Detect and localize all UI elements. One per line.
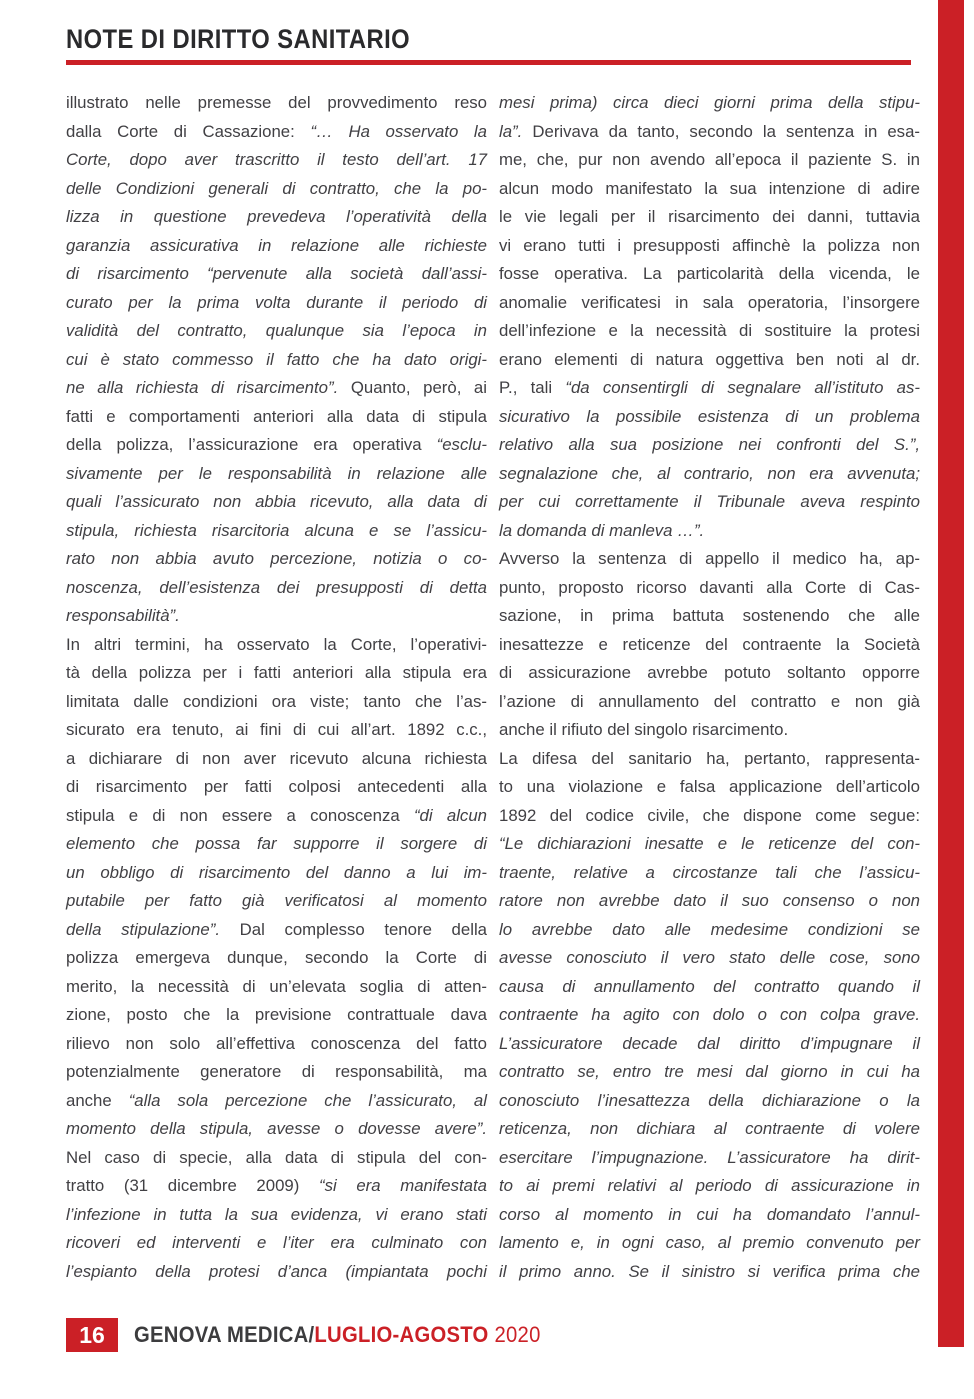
text-line bbox=[499, 203, 920, 232]
quoted-italic-text: ne alla richiesta di risarcimento”. bbox=[66, 378, 339, 397]
text-line bbox=[499, 688, 920, 717]
text-line bbox=[499, 146, 920, 175]
text-line bbox=[66, 916, 487, 945]
text-line bbox=[66, 802, 487, 831]
text-line bbox=[499, 631, 920, 660]
quoted-italic-text: di risarcimento “pervenute alla società dall’assi- bbox=[66, 264, 487, 283]
quoted-italic-text: curato per la prima volta durante il periodo di bbox=[66, 292, 487, 312]
body-text: inesattezze e reticenze del contraente la Società bbox=[499, 634, 920, 654]
body-text: In altri termini, ha osservato la Corte, l’operativi- bbox=[66, 634, 487, 654]
body-text: zione, posto che la previsione contrattuale dava bbox=[66, 1005, 487, 1024]
text-line bbox=[499, 89, 920, 118]
body-text: erano elementi di natura oggettiva ben noti al dr. bbox=[499, 349, 920, 369]
text-line bbox=[66, 659, 487, 688]
quoted-italic-text: momento della stipula, avesse o dovesse avere”. bbox=[66, 1119, 487, 1138]
text-line bbox=[499, 1115, 920, 1144]
text-line bbox=[499, 374, 920, 403]
quoted-italic-text: reticenza, non dichiara al contraente di volere bbox=[499, 1119, 920, 1138]
body-text: di assicurazione avrebbe potuto soltanto opporre bbox=[499, 663, 920, 682]
text-line bbox=[499, 830, 920, 859]
body-text: polizza emergeva dunque, secondo la Corte di bbox=[66, 948, 487, 967]
quoted-italic-text: elemento che possa far supporre il sorgere di bbox=[66, 834, 487, 853]
text-line bbox=[66, 146, 487, 175]
quoted-italic-text: garanzia assicurativa in relazione alle richieste bbox=[66, 235, 487, 255]
text-line bbox=[499, 517, 920, 546]
text-line bbox=[499, 773, 920, 802]
quoted-italic-text: conosciuto l’inesattezza della dichiarazione o la bbox=[499, 1090, 920, 1110]
body-text: merito, la necessità di un’elevata soglia di atten- bbox=[66, 976, 487, 996]
text-line bbox=[66, 260, 487, 289]
text-line bbox=[499, 1144, 920, 1173]
text-line bbox=[66, 1115, 487, 1144]
text-line bbox=[66, 118, 487, 147]
body-text: limitata dalle condizioni ora viste; tanto che l’as- bbox=[66, 691, 487, 711]
body-text: Nel caso di specie, alla data di stipula del con- bbox=[66, 1147, 487, 1167]
text-line bbox=[66, 289, 487, 318]
text-line bbox=[66, 517, 487, 546]
quoted-italic-text: avesse conosciuto il vero stato delle cose, sono bbox=[499, 948, 920, 967]
text-line bbox=[66, 1087, 487, 1116]
body-text: dalla Corte di Cassazione: bbox=[66, 121, 311, 141]
text-line bbox=[66, 1172, 487, 1201]
quoted-italic-text: la domanda di manleva …”. bbox=[499, 520, 705, 540]
text-line bbox=[499, 317, 920, 346]
body-text: sazione, in prima battuta sostenendo che alle bbox=[499, 606, 920, 625]
text-line bbox=[499, 1087, 920, 1116]
body-text: vi erano tutti i presupposti affinchè la polizza non bbox=[499, 235, 920, 255]
body-text: Quanto, però, ai bbox=[338, 378, 487, 397]
text-line bbox=[66, 374, 487, 403]
body-text: anche il rifiuto del singolo risarcimento. bbox=[499, 720, 789, 739]
quoted-italic-text: mesi prima) circa dieci giorni prima della stipu- bbox=[499, 93, 920, 112]
issue-label: LUGLIO-AGOSTO bbox=[314, 1322, 489, 1347]
journal-name: GENOVA MEDICA/ bbox=[134, 1322, 315, 1347]
text-line bbox=[66, 1229, 487, 1258]
quoted-italic-text: Corte, dopo aver trascritto il testo dell’art. 17 bbox=[66, 150, 487, 169]
body-text: sicurato era tenuto, ai fini di cui all’art. 1892 c.c., bbox=[66, 720, 487, 739]
text-line bbox=[499, 1172, 920, 1201]
text-line bbox=[66, 773, 487, 802]
text-line bbox=[499, 602, 920, 631]
text-line bbox=[499, 175, 920, 204]
text-line bbox=[66, 830, 487, 859]
body-text: to una violazione e falsa applicazione dell’articolo bbox=[499, 777, 920, 796]
quoted-italic-text: un obbligo di risarcimento del danno a lui im- bbox=[66, 862, 487, 882]
text-line bbox=[499, 1229, 920, 1258]
issue-year-value: 2020 bbox=[494, 1322, 541, 1347]
body-text: P., tali bbox=[499, 378, 566, 397]
text-line bbox=[66, 688, 487, 717]
text-line bbox=[66, 488, 487, 517]
quoted-italic-text: “… Ha osservato la bbox=[310, 121, 487, 141]
body-text: anche bbox=[66, 1090, 129, 1110]
body-text: a dichiarare di non aver ricevuto alcuna richiesta bbox=[66, 748, 487, 768]
text-line bbox=[499, 545, 920, 574]
quoted-italic-text: validità del contratto, qualunque sia l’epoca in bbox=[66, 321, 487, 340]
text-line bbox=[66, 887, 487, 916]
quoted-italic-text: ratore non avrebbe dato il suo consenso o non bbox=[499, 891, 920, 910]
text-line bbox=[66, 1144, 487, 1173]
text-line bbox=[499, 1030, 920, 1059]
text-line bbox=[499, 973, 920, 1002]
text-line bbox=[66, 346, 487, 375]
quoted-italic-text: putabile per fatto già verificatosi al momento bbox=[66, 891, 487, 910]
body-text: stipula e di non essere a conoscenza bbox=[66, 805, 414, 825]
quoted-italic-text: relativo alla sua posizione nei confronti del S.”, bbox=[499, 435, 920, 454]
text-line bbox=[499, 802, 920, 831]
body-text: La difesa del sanitario ha, pertanto, rappresenta- bbox=[499, 748, 920, 768]
text-line bbox=[499, 574, 920, 603]
text-line bbox=[66, 460, 487, 489]
text-line bbox=[66, 1258, 487, 1287]
quoted-italic-text: noscenza, dell’esistenza dei presupposti di detta bbox=[66, 577, 487, 597]
text-line bbox=[66, 317, 487, 346]
text-line bbox=[499, 916, 920, 945]
text-line bbox=[66, 574, 487, 603]
quoted-italic-text: contratto se, entro tre mesi dal giorno in cui ha bbox=[499, 1062, 920, 1081]
body-text: tratto (31 dicembre 2009) bbox=[66, 1176, 319, 1195]
body-text: le vie legali per il risarcimento dei danni, tuttavia bbox=[499, 207, 920, 226]
text-line bbox=[499, 1058, 920, 1087]
body-text: alcun modo manifestato la sua intenzione di adire bbox=[499, 178, 920, 198]
text-line bbox=[66, 431, 487, 460]
text-line bbox=[499, 346, 920, 375]
quoted-italic-text: corso al momento in cui ha domandato l’annul- bbox=[499, 1204, 920, 1224]
quoted-italic-text: per cui correttamente il Tribunale aveva respinto bbox=[499, 492, 920, 511]
quoted-italic-text: cui è stato commesso il fatto che ha dato origi- bbox=[66, 349, 487, 369]
quoted-italic-text: sivamente per le responsabilità in relazione alle bbox=[66, 463, 487, 483]
text-line bbox=[499, 488, 920, 517]
quoted-italic-text: quali l’assicurato non abbia ricevuto, alla data di bbox=[66, 492, 487, 511]
text-line bbox=[499, 260, 920, 289]
quoted-italic-text: “alla sola percezione che l’assicurato, al bbox=[128, 1090, 487, 1110]
body-text: l’azione di annullamento del contratto e non già bbox=[499, 691, 920, 711]
quoted-italic-text: “da consentirgli di segnalare all’istituto as- bbox=[565, 378, 920, 397]
text-line bbox=[66, 602, 487, 631]
text-line bbox=[66, 745, 487, 774]
quoted-italic-text: rato non abbia avuto percezione, notizia o co- bbox=[66, 549, 487, 568]
body-text: potenzialmente generatore di responsabilità, ma bbox=[66, 1062, 487, 1081]
text-line bbox=[66, 232, 487, 261]
text-line bbox=[499, 431, 920, 460]
text-line bbox=[66, 1201, 487, 1230]
quoted-italic-text: “esclu- bbox=[436, 435, 487, 454]
text-line bbox=[66, 859, 487, 888]
text-line bbox=[499, 716, 920, 745]
body-text: Dal complesso tenore della bbox=[219, 919, 487, 939]
body-text: Derivava da tanto, secondo la sentenza in esa- bbox=[522, 121, 920, 141]
body-text: della polizza, l’assicurazione era operativa bbox=[66, 435, 437, 454]
page-title: NOTE DI DIRITTO SANITARIO bbox=[66, 24, 411, 54]
text-line bbox=[499, 1201, 920, 1230]
text-line bbox=[66, 716, 487, 745]
quoted-italic-text: L’assicuratore decade dal diritto d’impugnare il bbox=[499, 1033, 920, 1053]
text-line bbox=[499, 403, 920, 432]
body-text: punto, proposto ricorso davanti alla Corte di Cas- bbox=[499, 577, 920, 597]
text-line bbox=[499, 887, 920, 916]
text-line bbox=[499, 944, 920, 973]
header-rule bbox=[66, 60, 911, 65]
text-line bbox=[66, 89, 487, 118]
quoted-italic-text: il primo anno. Se il sinistro si verifica prima che bbox=[499, 1261, 920, 1281]
quoted-italic-text: causa di annullamento del contratto quando il bbox=[499, 976, 920, 996]
text-line bbox=[66, 175, 487, 204]
text-line bbox=[499, 118, 920, 147]
quoted-italic-text: l’espianto della protesi d’anca (impiantata pochi bbox=[66, 1261, 487, 1281]
quoted-italic-text: stipula, richiesta risarcitoria alcuna e se l’assicu- bbox=[66, 520, 487, 540]
article-column-left bbox=[66, 89, 487, 1286]
quoted-italic-text: della stipulazione”. bbox=[66, 919, 220, 939]
quoted-italic-text: lizza in questione prevedeva l’operatività della bbox=[66, 207, 487, 226]
text-line bbox=[499, 460, 920, 489]
quoted-italic-text: segnalazione che, al contrario, non era avvenuta; bbox=[499, 463, 920, 483]
quoted-italic-text: l’infezione in tutta la sua evidenza, vi erano stati bbox=[66, 1204, 487, 1224]
body-text: anomalie verificatesi in sala operatoria, l’insorgere bbox=[499, 292, 920, 312]
footer-line bbox=[134, 1318, 541, 1352]
quoted-italic-text: “si era manifestata bbox=[319, 1176, 487, 1195]
text-line bbox=[66, 203, 487, 232]
text-line bbox=[499, 859, 920, 888]
quoted-italic-text: “Le dichiarazioni inesatte e le reticenze del con- bbox=[499, 834, 920, 853]
body-text: fatti e comportamenti anteriori alla data di stipula bbox=[66, 406, 487, 426]
text-line bbox=[66, 631, 487, 660]
quoted-italic-text: “di alcun bbox=[413, 805, 487, 825]
text-line bbox=[66, 1030, 487, 1059]
page-edge-bar bbox=[938, 0, 964, 1347]
page-number-badge bbox=[66, 1318, 118, 1352]
body-text: 1892 del codice civile, che dispone come segue: bbox=[499, 805, 920, 825]
quoted-italic-text: contraente ha agito con dolo o con colpa grave. bbox=[499, 1005, 920, 1024]
quoted-italic-text: delle Condizioni generali di contratto, che la po- bbox=[66, 178, 487, 198]
text-line bbox=[66, 403, 487, 432]
body-text: illustrato nelle premesse del provvedimento reso bbox=[66, 93, 487, 112]
body-text: rilievo non solo all’effettiva conoscenza del fatto bbox=[66, 1033, 487, 1053]
quoted-italic-text: sicurativo la possibile esistenza di un problema bbox=[499, 406, 920, 426]
text-line bbox=[66, 1001, 487, 1030]
text-line bbox=[66, 545, 487, 574]
quoted-italic-text: lo avrebbe dato alle medesime condizioni se bbox=[499, 919, 920, 939]
quoted-italic-text: la”. bbox=[499, 121, 523, 141]
quoted-italic-text: ricoveri ed interventi e l’iter era culminato con bbox=[66, 1233, 487, 1252]
body-text: di risarcimento per fatti colposi antecedenti alla bbox=[66, 777, 487, 796]
body-text: fosse operativa. La particolarità della vicenda, le bbox=[499, 264, 920, 283]
text-line bbox=[66, 1058, 487, 1087]
quoted-italic-text: lamento e, in ogni caso, al premio convenuto per bbox=[499, 1233, 920, 1252]
body-text: me, che, pur non avendo all’epoca il paziente S. in bbox=[499, 150, 920, 169]
text-line bbox=[66, 973, 487, 1002]
quoted-italic-text: to ai premi relativi al periodo di assicurazione in bbox=[499, 1176, 920, 1195]
quoted-italic-text: traente, relative a circostanze tali che l’assicu- bbox=[499, 862, 920, 882]
page-number: 16 bbox=[79, 1322, 105, 1348]
body-text: tà della polizza per i fatti anteriori alla stipula era bbox=[66, 663, 487, 682]
article-column-right bbox=[499, 89, 920, 1286]
text-line bbox=[499, 232, 920, 261]
quoted-italic-text: responsabilità”. bbox=[66, 606, 180, 625]
text-line bbox=[499, 1258, 920, 1287]
text-line bbox=[66, 944, 487, 973]
body-text: dell’infezione e la necessità di sostituire la protesi bbox=[499, 321, 920, 340]
text-line bbox=[499, 745, 920, 774]
text-line bbox=[499, 289, 920, 318]
quoted-italic-text: esercitare l’impugnazione. L’assicuratore ha dirit- bbox=[499, 1147, 920, 1167]
text-line bbox=[499, 1001, 920, 1030]
body-text: Avverso la sentenza di appello il medico ha, ap- bbox=[499, 549, 920, 568]
text-line bbox=[499, 659, 920, 688]
